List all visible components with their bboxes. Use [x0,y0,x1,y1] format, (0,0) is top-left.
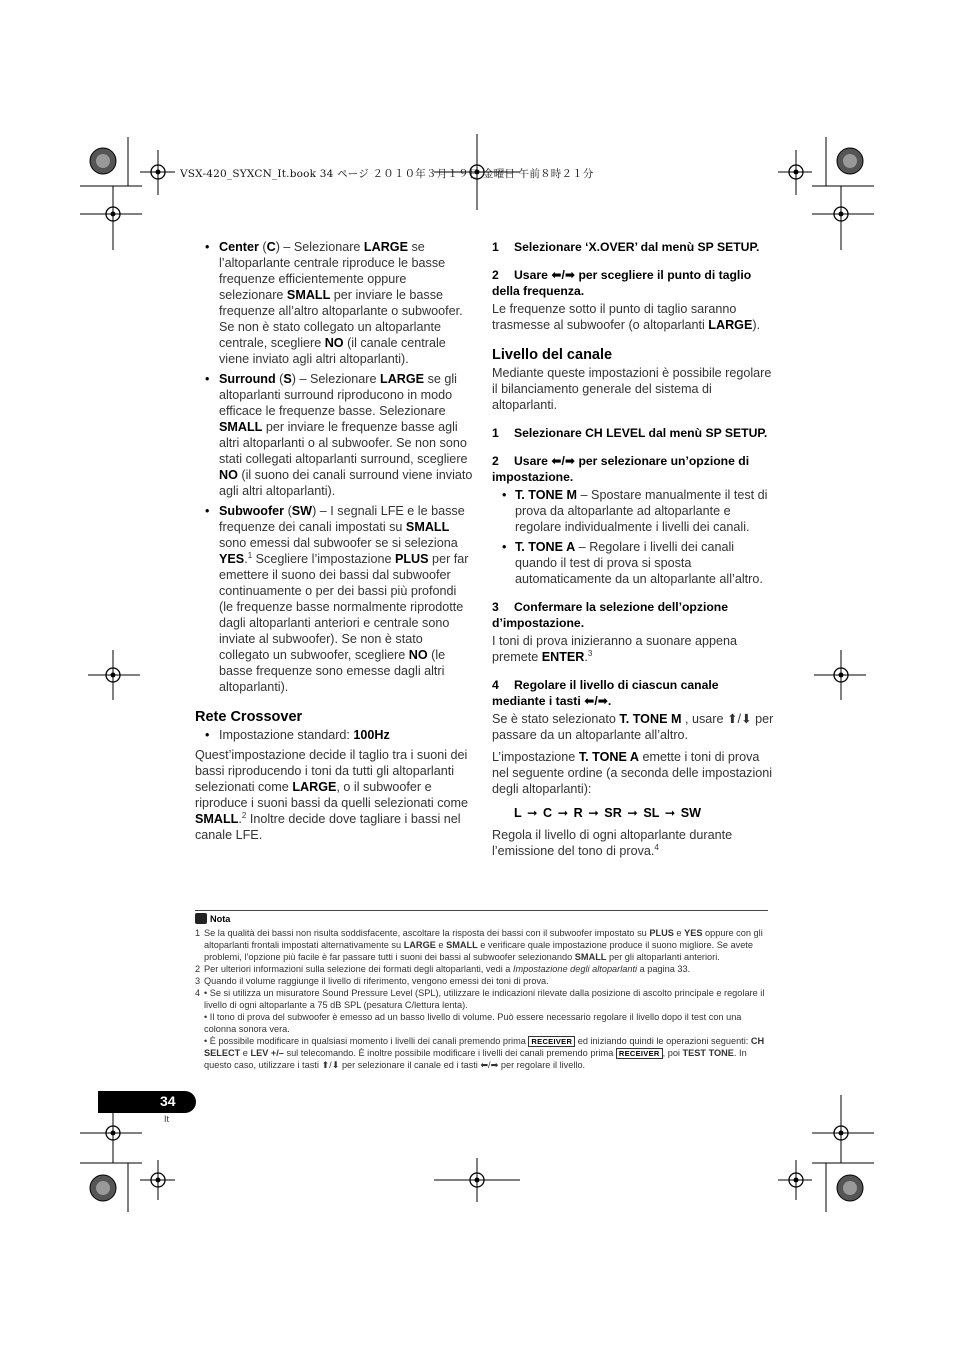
keyword: YES [684,928,703,938]
channel-level-heading: Livello del canale [492,347,613,363]
language-code: It [164,1114,170,1124]
text: I toni di prova inizieranno a suonare appena premete [492,634,738,664]
step-text: Regolare il livello di ciascun canale mediante i tasti ⬅/➡. [492,678,719,708]
text: se gli altoparlanti surround riproducono in modo efficace le frequenze basse. Selezionare [219,372,457,418]
text: Le frequenze sotto il punto di taglio saranno trasmesse al subwoofer (o altoparlanti [492,302,737,332]
keyword: SMALL [195,812,239,826]
text: . [238,812,242,826]
text: – I segnali LFE e le basse frequenze dei canali impostati su [219,504,465,534]
step-number: 2 [492,268,499,282]
text: Se è stato selezionato [492,712,620,726]
keyword: T. TONE M [515,488,578,502]
keyword: T. TONE A [578,750,639,764]
surround-term: Surround [219,372,276,386]
step-1 [492,239,775,255]
step-number: 2 [492,454,499,468]
step-2 [492,267,775,299]
keyword: T. TONE M [619,712,682,726]
footnote-number: 4 [195,988,201,998]
text: Quando il volume raggiunge il livello di riferimento, vengono emessi dei toni di prova. [204,976,549,986]
keyword: ENTER [541,650,585,664]
footnote-2 [195,963,768,975]
text: sono emessi dal subwoofer se si seleziona [219,536,458,550]
step-text: Usare ⬅/➡ per scegliere il punto di taglio della frequenza. [492,268,752,298]
text: • Se si utilizza un misuratore Sound Pressure Level (SPL), utilizzare le indicazioni rilevate dalla posizione di ascolto principale e regolare il livello di ogni altoparlante a 75 dB SPL (pesatura C/lettura lenta). [204,988,765,1010]
step-text: Usare ⬅/➡ per selezionare un’opzione di impostazione. [492,454,750,484]
default-label: Impostazione standard: [219,728,354,742]
keyword: TEST TONE [682,1048,734,1058]
text: . In questo caso, utilizzare i tasti ⬆/⬇ per selezionare il canale ed i tasti ⬅/➡ per regolare il livello. [204,1048,747,1070]
text: – Selezionare [279,240,364,254]
subwoofer-term: Subwoofer [219,504,285,518]
crossover-heading: Rete Crossover [195,709,303,725]
text: a pagina 33. [637,964,691,974]
text: e verificare quale impostazione produce il suono migliore. Se avete problemi, l’opzione più facile è far passare tutti i suoni dei bassi al subwoofer selezionando [204,940,753,962]
crossover-paragraph [195,747,473,843]
step-number: 1 [492,426,499,440]
footnote-ref: 1 [247,550,253,560]
keyword: T. TONE A [515,540,576,554]
keyword: NO [324,336,344,350]
center-code: C [266,240,276,254]
text: emette i toni di prova nel seguente ordine (a seconda delle impostazioni degli altoparlanti): [492,750,773,796]
level-step-4-body-2 [492,749,775,797]
keyword: SMALL [405,520,450,534]
step-text: Confermare la selezione dell’opzione d’impostazione. [492,600,729,630]
page-number: 34 [160,1093,176,1109]
step-text: Selezionare CH LEVEL dal menù SP SETUP. [514,426,768,440]
step-number: 1 [492,240,499,254]
step-2-body [492,301,775,333]
text: – Spostare manualmente il test di prova da altoparlante ad altoparlante e regolare individualmente i livelli dei canali. [515,488,768,534]
text: (le basse frequenze sono emesse dagli altri altoparlanti). [219,648,446,694]
print-header: VSX-420_SYXCN_It.book 34 ページ ２０１０年３月１９日 金曜日 午前８時２１分 [180,168,594,180]
surround-bullet: • Surround (S) – Selezionare LARGE se gli altoparlanti surround riproducono in modo efficace le frequenze basse. Selezionare SMALL per inviare le frequenze basse agli altri altoparlanti o al subwoofer. Se non sono stati collegati altoparlanti surround, scegliere NO (il suono dei canali surround viene inviato agli altri altoparlanti). [195,371,473,499]
keyword: LARGE [363,240,408,254]
footnote-1 [195,927,768,963]
keyword: SMALL [219,420,263,434]
keyword: PLUS [649,928,674,938]
footnote-4-item-3 [204,1035,768,1071]
level-step-4 [492,677,775,709]
text: (il suono dei canali surround viene inviato agli altri altoparlanti). [219,468,473,498]
text: L’impostazione [492,750,579,764]
cross-reference: Impostazione degli altoparlanti [512,964,638,974]
keyword: LEV +/– [250,1048,284,1058]
receiver-button-label: RECEIVER [616,1048,663,1059]
text: Regola il livello di ogni altoparlante durante l’emissione del tono di prova. [492,828,733,858]
page-number-tab [98,1091,196,1113]
text: oppure con gli altoparlanti frontali impostati alternativamente su [204,928,763,950]
keyword: LARGE [403,940,436,950]
text: , o il subwoofer e riproduce i suoni bassi da quelli selezionati come [195,780,469,810]
footnote-3 [195,975,768,987]
text: Scegliere l’impostazione [252,552,395,566]
footnote-ref: 3 [587,648,593,658]
text: per inviare le basse frequenze all’altro altoparlante o subwoofer. Se non è stato collegato un altoparlante centrale, scegliere [219,288,463,350]
text: ed iniziando quindi le operazioni seguenti: [575,1036,751,1046]
text: ). [752,318,761,332]
surround-code: S [283,372,292,386]
level-step-2 [492,453,775,485]
text: per gli altoparlanti anteriori. [606,952,720,962]
step-number: 3 [492,600,499,614]
text: se l’altoparlante centrale riproduce le basse frequenze efficientemente oppure selezionare [219,240,446,302]
notes-heading [195,913,768,927]
text: e [673,928,685,938]
level-step-4-body-1 [492,711,775,743]
text: sul telecomando. È inoltre possibile modificare i livelli dei canali premendo prima [283,1048,616,1058]
text: e [435,940,447,950]
text: – Selezionare [295,372,380,386]
keyword: CH SELECT [204,1036,765,1058]
keyword: LARGE [380,372,425,386]
footnote-number: 3 [195,976,201,986]
keyword: YES [219,552,245,566]
text: , poi [662,1048,683,1058]
text: Per ulteriori informazioni sulla selezione dei formati degli altoparlanti, vedi a [204,964,513,974]
footnote-number: 1 [195,928,201,938]
notes-section [195,910,768,1071]
footnote-4 [195,987,768,1071]
keyword: LARGE [708,318,753,332]
footnote-ref: 4 [654,842,659,852]
keyword: SMALL [574,952,607,962]
footnote-number: 2 [195,964,201,974]
final-paragraph [492,827,775,859]
text: e [240,1048,251,1058]
text: (il canale centrale viene inviato agli altri altoparlanti). [219,336,446,366]
channel-level-intro: Mediante queste impostazioni è possibile regolare il bilanciamento generale del sistema di altoparlanti. [492,366,772,412]
tone-m-bullet [492,487,775,535]
default-setting [195,727,473,743]
keyword: NO [219,468,238,482]
notes-title: Nota [210,914,231,924]
center-bullet: • Center (C) – Selezionare LARGE se l’altoparlante centrale riproduce le basse frequenze efficientemente oppure selezionare SMALL per inviare le basse frequenze all’altro altoparlante o subwoofer. Se non è stato collegato un altoparlante centrale, scegliere NO (il canale centrale viene inviato agli altri altoparlanti). [195,239,473,367]
keyword: SMALL [286,288,331,302]
receiver-button-label: RECEIVER [528,1036,575,1047]
text: , usare ⬆/⬇ per passare da un altoparlante all’altro. [492,712,774,742]
subwoofer-bullet: • Subwoofer (SW) – I segnali LFE e le basse frequenze dei canali impostati su SMALL sono emessi dal subwoofer se si seleziona YES.$^1$ Scegliere l’impostazione PLUS per far emettere il suono dei bassi dal subwoofer continuamente o per dei bassi più profondi (le frequenze basse normalmente riprodotte dagli altoparlanti anteriori e centrale sono inviate al subwoofer). Se non è stato collegato un subwoofer, scegliere NO (le basse frequenze sono emesse dagli altri altoparlanti). [195,503,473,695]
subwoofer-code: SW [291,504,313,518]
keyword: SMALL [446,940,478,950]
keyword: NO [408,648,428,662]
center-term: Center [219,240,259,254]
level-step-3 [492,599,775,631]
text: Inoltre decide dove tagliare i bassi nel canale LFE. [195,812,461,842]
text: – Regolare i livelli dei canali quando il test di prova si sposta automaticamente da un altoparlante all’altro. [515,540,763,586]
tone-a-bullet [492,539,775,587]
step-text: Selezionare ‘X.OVER’ dal menù SP SETUP. [514,240,760,254]
text: • Il tono di prova del subwoofer è emesso ad un basso livello di volume. Può essere necessario regolare il livello dopo il test con una colonna sonora vera. [204,1012,742,1034]
step-number: 4 [492,678,499,692]
text: per inviare le frequenze basse agli altri altoparlanti o al subwoofer. Se non sono stati collegati altoparlanti surround, scegliere [219,420,468,466]
level-step-1 [492,425,775,441]
footnote-ref: 2 [241,810,247,820]
speaker-sequence: L ➞ C ➞ R ➞ SR ➞ SL ➞ SW [514,806,702,820]
left-column [195,239,473,849]
text: Se la qualità dei bassi non risulta soddisfacente, ascoltare la risposta dei bassi con il subwoofer impostato su [204,928,650,938]
keyword: PLUS [394,552,429,566]
default-value: 100Hz [353,728,390,742]
text: • È possibile modificare in qualsiasi momento i livelli dei canali premendo prima [204,1036,529,1046]
note-icon [195,913,207,924]
keyword: LARGE [292,780,337,794]
text: per far emettere il suono dei bassi dal subwoofer continuamente o per dei bassi più profondi (le frequenze basse normalmente riprodotte dagli altoparlanti anteriori e centrale sono inviate al subwoofer). Se non è stato collegato un subwoofer, scegliere [219,552,469,662]
right-column [492,239,775,865]
text: Quest’impostazione decide il taglio tra i suoni dei bassi riproducendo i toni da tutti gli altoparlanti selezionati come [195,748,468,794]
level-step-3-body: I toni di prova inizieranno a suonare appena premete ENTER.$^3$ [492,634,738,664]
